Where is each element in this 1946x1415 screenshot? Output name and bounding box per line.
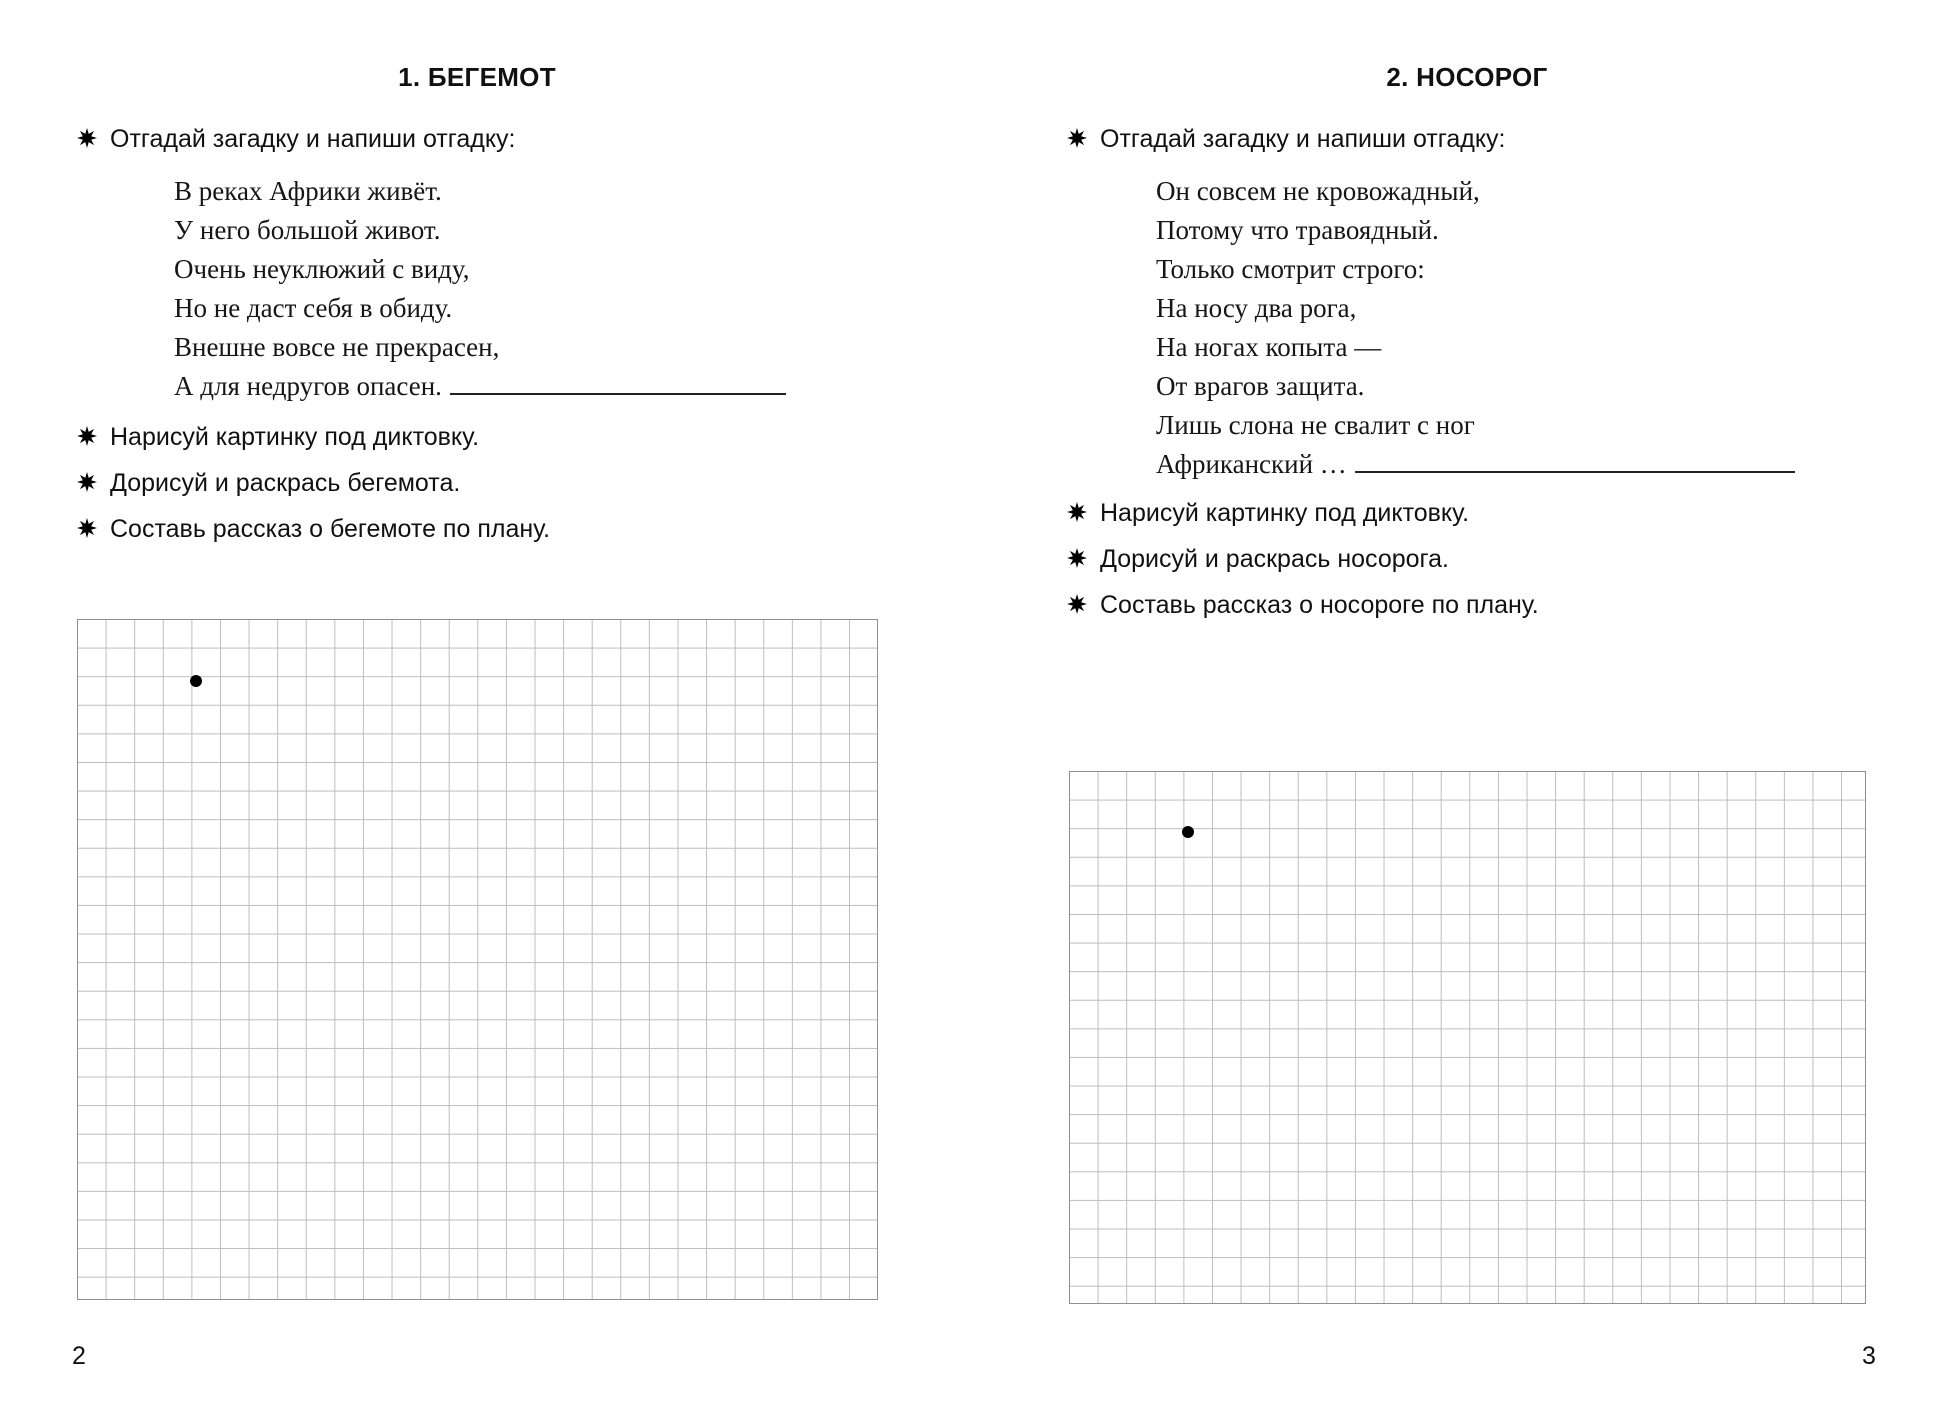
task-label: Составь рассказ о бегемоте по плану. <box>110 515 551 543</box>
task-item <box>1067 542 1539 576</box>
riddle-line: Но не даст себя в обиду. <box>174 293 453 323</box>
riddle-line: В реках Африки живёт. <box>174 176 442 206</box>
star-bullet-icon <box>1067 548 1087 568</box>
start-dot <box>190 675 202 687</box>
answer-blank-right <box>1355 469 1795 473</box>
star-bullet-icon <box>1067 128 1087 148</box>
star-bullet-icon <box>77 128 97 148</box>
task-list-left <box>77 420 550 558</box>
riddle-hippo <box>174 172 786 406</box>
star-bullet-icon <box>77 426 97 446</box>
star-bullet-icon <box>1067 502 1087 522</box>
answer-blank-left <box>450 391 786 395</box>
task-guess-riddle-left <box>77 122 515 156</box>
riddle-line: Лишь слона не свалит с ног <box>1156 410 1475 440</box>
star-bullet-icon <box>1067 594 1087 614</box>
task-item <box>77 466 550 500</box>
task-label: Нарисуй картинку под диктовку. <box>1100 499 1470 527</box>
page-number-right: 3 <box>1862 1342 1876 1370</box>
riddle-line: У него большой живот. <box>174 215 441 245</box>
page-number-left: 2 <box>72 1342 86 1370</box>
riddle-line: Он совсем не кровожадный, <box>1156 176 1480 206</box>
task-label: Дорисуй и раскрась носорога. <box>1100 545 1449 573</box>
riddle-line-with-blank <box>174 367 786 406</box>
star-bullet-icon <box>77 518 97 538</box>
task-label: Отгадай загадку и напиши отгадку: <box>1100 125 1506 153</box>
riddle-line: На носу два рога, <box>1156 293 1357 323</box>
riddle-line: От врагов защита. <box>1156 371 1365 401</box>
task-item <box>77 420 550 454</box>
page-title-hippo: 1. БЕГЕМОТ <box>398 62 556 92</box>
task-list-right <box>1067 496 1539 634</box>
riddle-line: Очень неуклюжий с виду, <box>174 254 470 284</box>
task-guess-riddle-right <box>1067 122 1505 156</box>
drawing-grid-right <box>1069 771 1866 1304</box>
star-bullet-icon <box>77 472 97 492</box>
riddle-line: Внешне вовсе не прекрасен, <box>174 332 500 362</box>
riddle-line: Только смотрит строго: <box>1156 254 1425 284</box>
task-item <box>1067 588 1539 622</box>
task-item <box>1067 496 1539 530</box>
page-title-rhino: 2. НОСОРОГ <box>1386 62 1548 92</box>
riddle-line: На ногах копыта — <box>1156 332 1382 362</box>
riddle-line-with-blank <box>1156 445 1795 484</box>
task-item <box>77 512 550 546</box>
task-label: Дорисуй и раскрась бегемота. <box>110 469 461 497</box>
task-label: Отгадай загадку и напиши отгадку: <box>110 125 516 153</box>
riddle-line: Африканский … <box>1156 449 1347 479</box>
task-label: Составь рассказ о носороге по плану. <box>1100 591 1539 619</box>
drawing-grid-left <box>77 619 878 1300</box>
riddle-line: А для недругов опасен. <box>174 371 442 401</box>
task-label: Нарисуй картинку под диктовку. <box>110 423 480 451</box>
riddle-line: Потому что травоядный. <box>1156 215 1439 245</box>
start-dot <box>1182 826 1194 838</box>
riddle-rhino <box>1156 172 1795 484</box>
